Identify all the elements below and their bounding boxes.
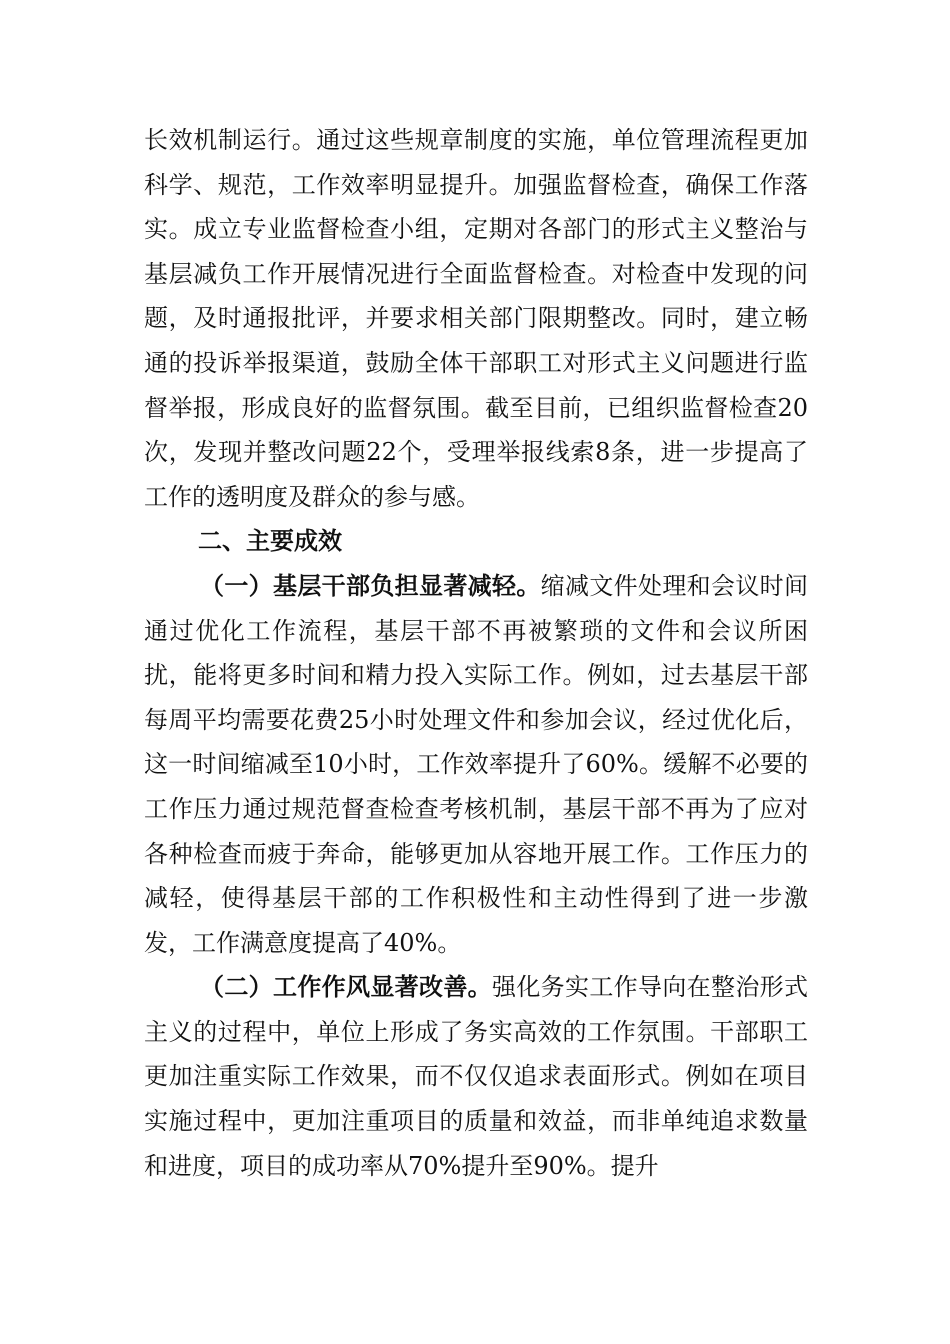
subsection-lead: （二）工作作风显著改善。	[200, 973, 492, 1002]
subsection-lead: （一）基层干部负担显著减轻。	[200, 571, 541, 600]
subsection-text: 缩减文件处理和会议时间通过优化工作流程，基层干部不再被繁琐的文件和会议所困扰，能将更多时间和精力投入实际工作。例如，过去基层干部每周平均需要花费25小时处理文件和参加会议，经过优化后，这一时间缩减至10小时，工作效率提升了60%。缓解不必要的工作压力通过规范督查检查考核机制，基层干部不再为了应对各种检查而疲于奔命，能够更加从容地开展工作。工作压力的减轻，使得基层干部的工作积极性和主动性得到了进一步激发，工作满意度提高了40%。	[144, 571, 809, 957]
section-heading: 二、主要成效	[198, 527, 342, 556]
subsection-text: 强化务实工作导向在整治形式主义的过程中，单位上形成了务实高效的工作氛围。干部职工更加注重实际工作效果，而不仅仅追求表面形式。例如在项目实施过程中，更加注重项目的质量和效益，而非单纯追求数量和进度，项目的成功率从70%提升至90%。提升	[144, 973, 808, 1180]
subsection-paragraph	[144, 965, 808, 1188]
subsection-paragraph	[144, 564, 808, 965]
document-body	[144, 118, 808, 1188]
body-paragraph: 长效机制运行。通过这些规章制度的实施，单位管理流程更加科学、规范，工作效率明显提升。加强监督检查，确保工作落实。成立专业监督检查小组，定期对各部门的形式主义整治与基层减负工作开展情况进行全面监督检查。对检查中发现的问题，及时通报批评，并要求相关部门限期整改。同时，建立畅通的投诉举报渠道，鼓励全体干部职工对形式主义问题进行监督举报，形成良好的监督氛围。截至目前，已组织监督检查20次，发现并整改问题22个，受理举报线索8条，进一步提高了工作的透明度及群众的参与感。	[144, 126, 808, 511]
